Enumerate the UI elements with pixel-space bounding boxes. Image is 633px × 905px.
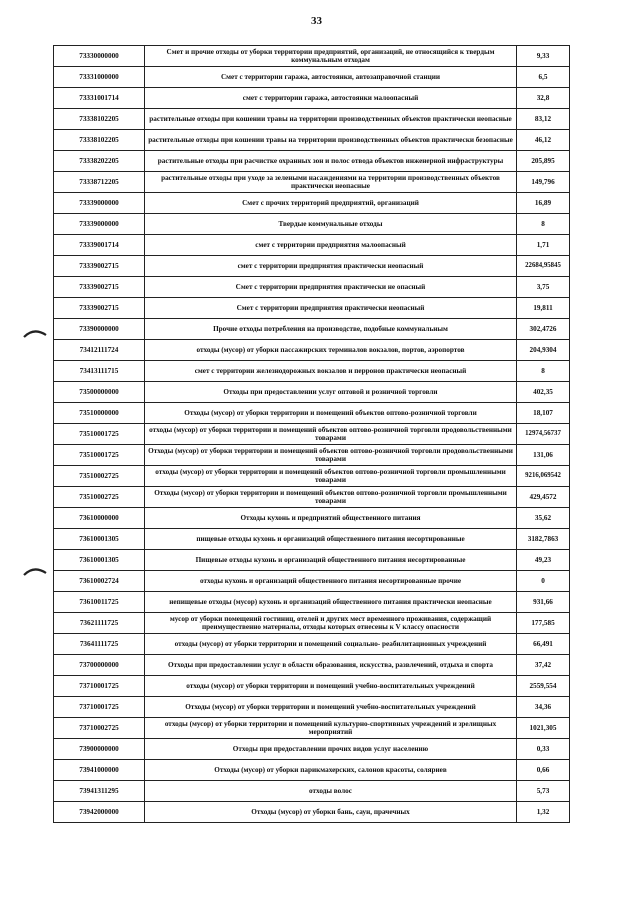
waste-amount-cell: 8 [517,214,570,235]
waste-amount-cell: 402,35 [517,382,570,403]
waste-amount-cell: 302,4726 [517,319,570,340]
table-row [54,487,570,508]
waste-amount-cell: 205,895 [517,151,570,172]
waste-name-cell: Отходы при предоставлении услуг оптовой и розничной торговли [145,382,517,403]
waste-name-cell: отходы (мусор) от уборки территории и помещений объектов оптово-розничной торговли промышленными товарами [145,466,517,487]
table-row [54,382,570,403]
table-row [54,760,570,781]
table-row [54,697,570,718]
waste-code-cell: 73339001714 [54,235,145,256]
waste-name-cell: Отходы (мусор) от уборки территории и помещений учебно-воспитательных учреждений [145,697,517,718]
table-row [54,634,570,655]
table-row [54,739,570,760]
waste-table [53,45,570,823]
table-row [54,550,570,571]
waste-code-cell: 73390000000 [54,319,145,340]
waste-code-cell: 73510001725 [54,424,145,445]
waste-code-cell: 73610000000 [54,508,145,529]
table-row [54,613,570,634]
waste-amount-cell: 37,42 [517,655,570,676]
waste-name-cell: Отходы (мусор) от уборки парикмахерских, салонов красоты, соляриев [145,760,517,781]
waste-name-cell: отходы (мусор) от уборки территории и помещений культурно-спортивных учреждений и зрелищных мероприятий [145,718,517,739]
table-row [54,466,570,487]
waste-code-cell: 73510001725 [54,445,145,466]
waste-amount-cell: 6,5 [517,67,570,88]
waste-amount-cell: 3182,7863 [517,529,570,550]
binder-hole-mark [22,328,48,338]
waste-code-cell: 73510002725 [54,466,145,487]
waste-name-cell: Прочие отходы потребления на производстве, подобные коммунальным [145,319,517,340]
table-row [54,529,570,550]
waste-code-cell: 73339002715 [54,298,145,319]
waste-amount-cell: 0,66 [517,760,570,781]
waste-amount-cell: 2559,554 [517,676,570,697]
table-row [54,403,570,424]
waste-name-cell: отходы (мусор) от уборки территории и помещений учебно-воспитательных учреждений [145,676,517,697]
waste-name-cell: Отходы (мусор) от уборки территории и помещений объектов оптово-розничной торговли [145,403,517,424]
waste-amount-cell: 9,33 [517,46,570,67]
table-row [54,319,570,340]
waste-code-cell: 73700000000 [54,655,145,676]
table-row [54,571,570,592]
table-row [54,718,570,739]
table-row [54,361,570,382]
waste-amount-cell: 34,36 [517,697,570,718]
waste-code-cell: 73710001725 [54,697,145,718]
table-row [54,214,570,235]
waste-table-body [54,46,570,823]
waste-amount-cell: 9216,069542 [517,466,570,487]
waste-code-cell: 73610011725 [54,592,145,613]
table-row [54,256,570,277]
waste-code-cell: 73338712205 [54,172,145,193]
waste-name-cell: отходы (мусор) от уборки территории и помещений социально- реабилитационных учреждений [145,634,517,655]
waste-code-cell: 73339000000 [54,193,145,214]
waste-name-cell: растительные отходы при кошении травы на территории производственных объектов практически безопасные [145,130,517,151]
waste-amount-cell: 8 [517,361,570,382]
page-number: 33 [311,15,322,27]
binder-hole-mark [22,566,48,576]
waste-name-cell: Смет с территории гаража, автостоянки, автозаправочной станции [145,67,517,88]
waste-amount-cell: 3,75 [517,277,570,298]
table-row [54,151,570,172]
waste-name-cell: растительные отходы при уходе за зелеными насаждениями на территории производственных объектов практически неопасные [145,172,517,193]
waste-code-cell: 73610002724 [54,571,145,592]
table-row [54,67,570,88]
waste-name-cell: отходы волос [145,781,517,802]
waste-amount-cell: 83,12 [517,109,570,130]
waste-code-cell: 73413111715 [54,361,145,382]
waste-amount-cell: 35,62 [517,508,570,529]
waste-code-cell: 73710001725 [54,676,145,697]
table-row [54,88,570,109]
waste-code-cell: 73331000000 [54,67,145,88]
waste-name-cell: Отходы (мусор) от уборки территории и помещений объектов оптово-розничной торговли продовольственными товарами [145,445,517,466]
waste-amount-cell: 149,796 [517,172,570,193]
waste-amount-cell: 177,585 [517,613,570,634]
waste-amount-cell: 204,9304 [517,340,570,361]
waste-name-cell: непищевые отходы (мусор) кухонь и организаций общественного питания практически неопасные [145,592,517,613]
waste-name-cell: Твердые коммунальные отходы [145,214,517,235]
table-row [54,676,570,697]
table-row [54,130,570,151]
waste-code-cell: 73621111725 [54,613,145,634]
waste-amount-cell: 32,8 [517,88,570,109]
waste-amount-cell: 1021,305 [517,718,570,739]
waste-code-cell: 73641111725 [54,634,145,655]
waste-amount-cell: 22684,95845 [517,256,570,277]
waste-name-cell: Пищевые отходы кухонь и организаций общественного питания несортированные [145,550,517,571]
waste-code-cell: 73500000000 [54,382,145,403]
waste-code-cell: 73510000000 [54,403,145,424]
waste-code-cell: 73338202205 [54,151,145,172]
waste-name-cell: отходы (мусор) от уборки территории и помещений объектов оптово-розничной торговли продовольственными товарами [145,424,517,445]
table-row [54,445,570,466]
waste-name-cell: отходы кухонь и организаций общественного питания несортированные прочие [145,571,517,592]
waste-code-cell: 73331001714 [54,88,145,109]
waste-amount-cell: 16,89 [517,193,570,214]
waste-name-cell: смет с территории гаража, автостоянки малоопасный [145,88,517,109]
table-row [54,340,570,361]
waste-name-cell: пищевые отходы кухонь и организаций общественного питания несортированные [145,529,517,550]
waste-name-cell: Смет с территории предприятия практически не опасный [145,277,517,298]
waste-code-cell: 73941000000 [54,760,145,781]
waste-name-cell: отходы (мусор) от уборки пассажирских терминалов вокзалов, портов, аэропортов [145,340,517,361]
waste-name-cell: мусор от уборки помещений гостиниц, отелей и других мест временного проживания, содержащий преимущественно материалы, отходы которых отнесены к V классу опасности [145,613,517,634]
table-row [54,235,570,256]
waste-amount-cell: 131,06 [517,445,570,466]
waste-amount-cell: 49,23 [517,550,570,571]
waste-code-cell: 73339002715 [54,277,145,298]
waste-amount-cell: 1,71 [517,235,570,256]
waste-amount-cell: 5,73 [517,781,570,802]
waste-code-cell: 73412111724 [54,340,145,361]
waste-code-cell: 73710002725 [54,718,145,739]
waste-name-cell: Смет и прочие отходы от уборки территории предприятий, организаций, не относящийся к твердым коммунальным отходам [145,46,517,67]
waste-code-cell: 73330000000 [54,46,145,67]
table-row [54,802,570,823]
table-row [54,109,570,130]
waste-code-cell: 73610001305 [54,529,145,550]
waste-amount-cell: 429,4572 [517,487,570,508]
table-row [54,781,570,802]
waste-name-cell: смет с территории предприятия малоопасный [145,235,517,256]
waste-name-cell: Отходы при предоставлении услуг в области образования, искусства, развлечений, отдыха и спорта [145,655,517,676]
waste-code-cell: 73900000000 [54,739,145,760]
waste-name-cell: Отходы при предоставлении прочих видов услуг населению [145,739,517,760]
waste-code-cell: 73338102205 [54,130,145,151]
waste-name-cell: Отходы (мусор) от уборки территории и помещений объектов оптово-розничной торговли промышленными товарами [145,487,517,508]
waste-amount-cell: 66,491 [517,634,570,655]
waste-name-cell: смет с территории железнодорожных вокзалов и перронов практически неопасный [145,361,517,382]
waste-name-cell: Смет с территории предприятия практически неопасный [145,298,517,319]
table-row [54,424,570,445]
table-row [54,592,570,613]
table-row [54,277,570,298]
waste-code-cell: 73610001305 [54,550,145,571]
waste-name-cell: смет с территории предприятия практически неопасный [145,256,517,277]
waste-code-cell: 73339002715 [54,256,145,277]
waste-code-cell: 73338102205 [54,109,145,130]
table-row [54,172,570,193]
table-row [54,655,570,676]
waste-code-cell: 73941311295 [54,781,145,802]
waste-name-cell: растительные отходы при расчистке охранных зон и полос отвода объектов инженерной инфраструктуры [145,151,517,172]
waste-name-cell: Отходы (мусор) от уборки бань, саун, прачечных [145,802,517,823]
waste-amount-cell: 931,66 [517,592,570,613]
table-row [54,508,570,529]
waste-amount-cell: 0,33 [517,739,570,760]
waste-name-cell: Смет с прочих территорий предприятий, организаций [145,193,517,214]
table-row [54,193,570,214]
waste-amount-cell: 19,811 [517,298,570,319]
waste-amount-cell: 12974,56737 [517,424,570,445]
waste-code-cell: 73510002725 [54,487,145,508]
waste-amount-cell: 0 [517,571,570,592]
waste-amount-cell: 1,32 [517,802,570,823]
table-row [54,298,570,319]
waste-amount-cell: 46,12 [517,130,570,151]
waste-amount-cell: 18,107 [517,403,570,424]
waste-code-cell: 73339000000 [54,214,145,235]
waste-name-cell: Отходы кухонь и предприятий общественного питания [145,508,517,529]
waste-name-cell: растительные отходы при кошении травы на территории производственных объектов практически неопасные [145,109,517,130]
table-row [54,46,570,67]
waste-code-cell: 73942000000 [54,802,145,823]
